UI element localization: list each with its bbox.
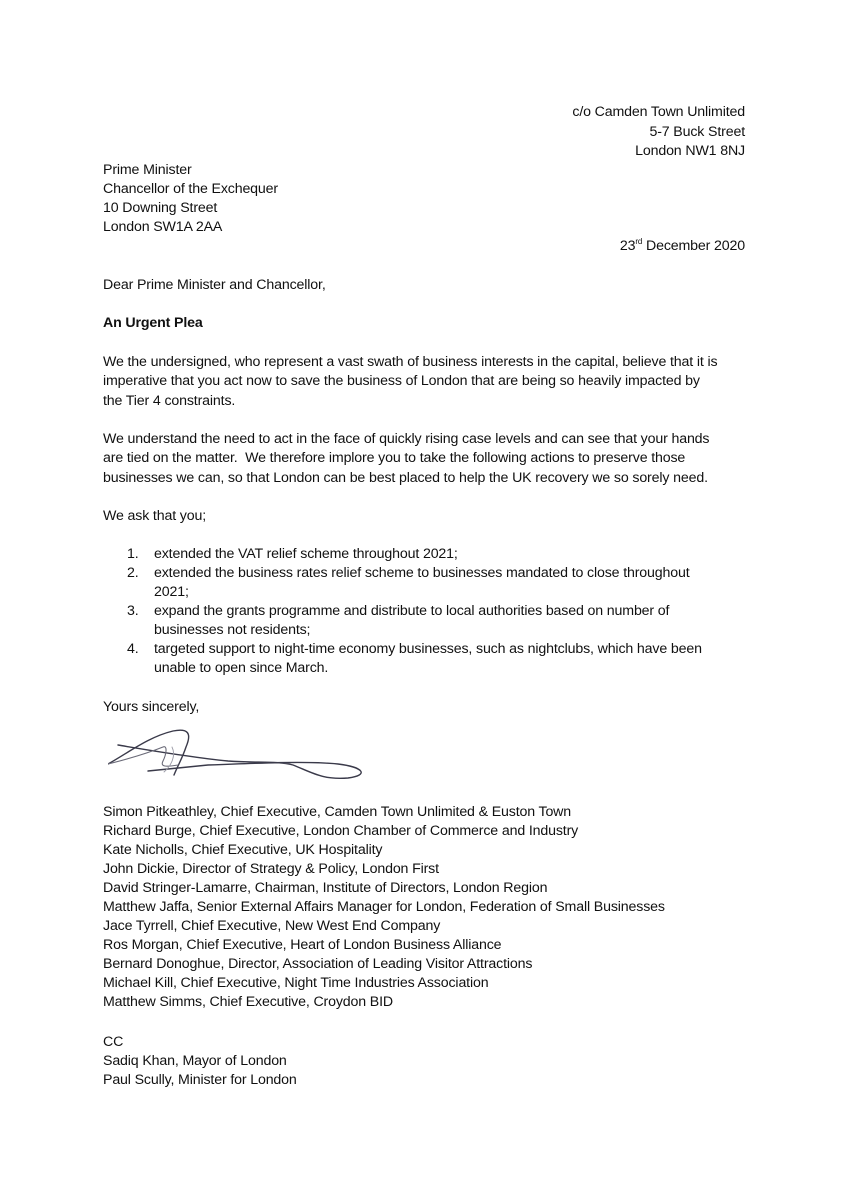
list-number: 4. [127,641,139,657]
salutation: Dear Prime Minister and Chancellor, [103,277,326,293]
paragraph-line: businesses we can, so that London can be best placed to help the UK recovery we so sorely need. [103,469,708,486]
signatory: David Stringer-Lamarre, Chairman, Institute of Directors, London Region [103,880,548,896]
sender-address-line: c/o Camden Town Unlimited [572,104,745,120]
list-number: 3. [127,603,139,619]
request-text: extended the VAT relief scheme throughout 2021; [154,546,458,562]
recipient-address-line: 10 Downing Street [103,200,218,216]
signatory: Michael Kill, Chief Executive, Night Time Industries Association [103,975,489,991]
cc-recipient: Paul Scully, Minister for London [103,1072,297,1088]
signatory: Ros Morgan, Chief Executive, Heart of London Business Alliance [103,937,502,953]
request-text: unable to open since March. [154,660,329,676]
sender-address-line: London NW1 8NJ [635,143,745,159]
date-day: 23 [619,238,636,254]
request-text: businesses not residents; [154,622,311,638]
request-text: expand the grants programme and distribute to local authorities based on number of [154,603,670,619]
paragraph-line: are tied on the matter. We therefore implore you to take the following actions to preserve those [103,450,686,467]
list-number: 1. [127,546,139,562]
signatory: Richard Burge, Chief Executive, London Chamber of Commerce and Industry [103,823,579,839]
signatory: Jace Tyrrell, Chief Executive, New West End Company [103,918,441,934]
paragraph-context [103,430,763,488]
paragraph-intro [103,353,763,411]
recipient-address-line: Prime Minister [103,162,192,178]
date-month-year: December 2020 [642,238,745,254]
request-text: 2021; [154,584,189,600]
subject-heading: An Urgent Plea [103,315,203,331]
sender-address-line: 5-7 Buck Street [649,124,745,140]
recipient-address-line: London SW1A 2AA [103,219,223,235]
signatory: Matthew Jaffa, Senior External Affairs Manager for London, Federation of Small Businesses [103,899,665,915]
request-text: targeted support to night-time economy businesses, such as nightclubs, which have been [154,641,702,657]
letter-date [620,237,745,256]
signatory: John Dickie, Director of Strategy & Policy, London First [103,861,439,877]
date-ordinal-suffix: rd [635,237,643,246]
closing: Yours sincerely, [103,699,200,715]
signatory: Bernard Donoghue, Director, Association of Leading Visitor Attractions [103,956,533,972]
list-number: 2. [127,565,139,581]
cc-recipient: Sadiq Khan, Mayor of London [103,1053,287,1069]
signatory: Kate Nicholls, Chief Executive, UK Hospitality [103,842,383,858]
paragraph-line: We the undersigned, who represent a vast swath of business interests in the capital, believe that it is [103,354,718,370]
paragraph-line: the Tier 4 constraints. [103,392,236,409]
signatory: Matthew Simms, Chief Executive, Croydon BID [103,994,394,1010]
request-text: extended the business rates relief scheme to businesses mandated to close throughout [154,565,690,581]
handwritten-signature-icon [108,725,368,785]
signatory: Simon Pitkeathley, Chief Executive, Camden Town Unlimited & Euston Town [103,804,572,820]
ask-intro: We ask that you; [103,508,207,524]
paragraph-line: imperative that you act now to save the business of London that are being so heavily impacted by [103,373,700,390]
paragraph-line: We understand the need to act in the face of quickly rising case levels and can see that your hands [103,431,710,447]
recipient-address-line: Chancellor of the Exchequer [103,181,278,197]
cc-label: CC [103,1034,124,1050]
